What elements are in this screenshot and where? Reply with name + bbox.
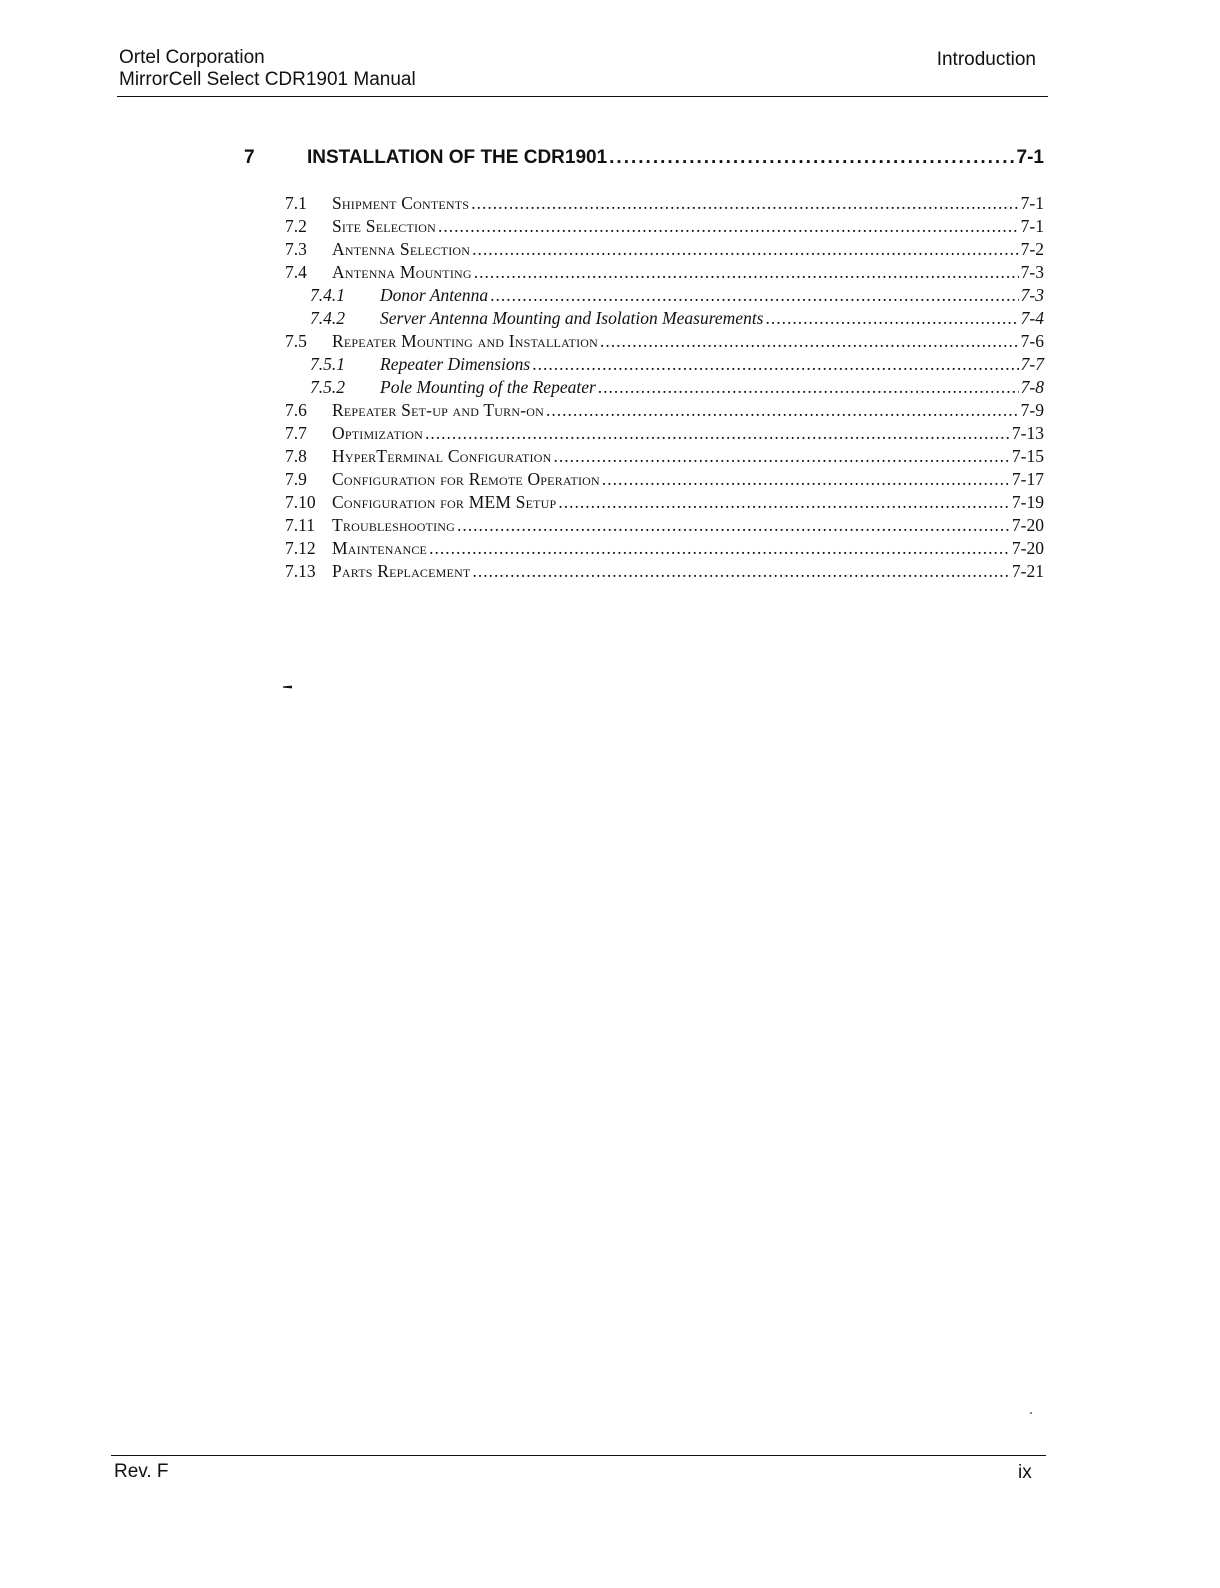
footer-rule [111, 1455, 1046, 1456]
dot-leader [472, 560, 1009, 583]
toc-entry[interactable] [285, 514, 1044, 537]
toc-entry-title: Antenna Mounting [332, 262, 472, 282]
chapter-heading[interactable] [244, 147, 1044, 171]
toc-entry[interactable] [285, 560, 1044, 583]
toc-entry-number: 7.7 [285, 423, 307, 443]
toc-entry[interactable] [285, 399, 1044, 422]
toc-entry-page: 7-20 [1011, 538, 1044, 558]
toc-entry[interactable] [285, 376, 1044, 399]
toc-entry-number: 7.5 [285, 331, 307, 351]
chapter-title: INSTALLATION OF THE CDR1901 [307, 147, 608, 168]
toc-entry-title: HyperTerminal Configuration [332, 446, 552, 466]
toc-entry-number: 7.11 [285, 515, 315, 535]
toc-entry-title: Site Selection [332, 216, 436, 236]
toc-entry-title: Shipment Contents [332, 193, 470, 213]
dot-leader [425, 422, 1010, 445]
toc-entry-page: 7-3 [1020, 285, 1044, 305]
dot-leader [457, 514, 1010, 537]
dot-leader [546, 399, 1019, 422]
toc-entry-page: 7-17 [1011, 469, 1044, 489]
section-name: Introduction [936, 49, 1036, 70]
toc-entry-page: 7-20 [1011, 515, 1044, 535]
toc-entry[interactable] [285, 284, 1044, 307]
toc-entry-number: 7.4 [285, 262, 307, 282]
toc-entry-number: 7.10 [285, 492, 316, 512]
toc-entry-title: Parts Replacement [332, 561, 471, 581]
toc-entry-page: 7-9 [1020, 400, 1044, 420]
toc-entry-page: 7-15 [1011, 446, 1044, 466]
toc-entry-number: 7.1 [285, 193, 307, 213]
dot-leader [602, 468, 1010, 491]
dot-leader [600, 330, 1019, 353]
toc-entry-page: 7-1 [1020, 193, 1044, 213]
toc-entry-title: Repeater Mounting and Installation [332, 331, 599, 351]
dot-leader [472, 238, 1019, 261]
dot-leader [553, 445, 1009, 468]
dot-leader [766, 307, 1019, 330]
dot-leader [532, 353, 1018, 376]
toc-entry-title: Configuration for Remote Operation [332, 469, 600, 489]
toc-entry-page: 7-4 [1020, 308, 1044, 328]
toc-entry-page: 7-3 [1020, 262, 1044, 282]
chapter-page: 7-1 [1016, 147, 1044, 168]
toc-entry-page: 7-8 [1020, 377, 1044, 397]
dot-leader [474, 261, 1019, 284]
running-header-left [119, 47, 416, 91]
toc-entry-number: 7.4.1 [310, 285, 345, 305]
toc-entry-number: 7.3 [285, 239, 307, 259]
toc-entry-page: 7-19 [1011, 492, 1044, 512]
toc-entry-number: 7.4.2 [310, 308, 345, 328]
page-number: ix [1018, 1462, 1032, 1483]
toc-entry-number: 7.9 [285, 469, 307, 489]
toc-entry-title: Server Antenna Mounting and Isolation Measurements [380, 308, 764, 328]
toc-entry-title: Troubleshooting [332, 515, 456, 535]
toc-entry-number: 7.6 [285, 400, 307, 420]
toc-entry-title: Repeater Dimensions [380, 354, 531, 374]
toc-entry[interactable] [285, 330, 1044, 353]
toc-list [285, 192, 1044, 583]
dot-leader [609, 147, 1014, 169]
dot-leader [438, 215, 1019, 238]
toc-entry-title: Donor Antenna [380, 285, 489, 305]
dot-leader [471, 192, 1018, 215]
header-rule [117, 96, 1048, 97]
toc-entry[interactable] [285, 238, 1044, 261]
toc-entry[interactable] [285, 491, 1044, 514]
toc-entry-page: 7-2 [1020, 239, 1044, 259]
toc-entry[interactable] [285, 192, 1044, 215]
toc-entry[interactable] [285, 261, 1044, 284]
toc-entry-page: 7-7 [1020, 354, 1044, 374]
company-name: Ortel Corporation [119, 47, 265, 68]
toc-entry-number: 7.13 [285, 561, 316, 581]
toc-entry[interactable] [285, 468, 1044, 491]
toc-entry-title: Antenna Selection [332, 239, 471, 259]
chapter-number: 7 [244, 147, 255, 168]
toc-entry-number: 7.2 [285, 216, 307, 236]
toc-entry-title: Optimization [332, 423, 424, 443]
dot-leader [490, 284, 1019, 307]
toc-entry-page: 7-21 [1011, 561, 1044, 581]
toc-entry-number: 7.12 [285, 538, 316, 558]
revision-label: Rev. F [114, 1461, 169, 1482]
toc-entry-title: Pole Mounting of the Repeater [380, 377, 596, 397]
toc-entry-page: 7-6 [1020, 331, 1044, 351]
toc-entry-title: Maintenance [332, 538, 428, 558]
toc-entry-page: 7-13 [1011, 423, 1044, 443]
stray-mark [283, 685, 292, 689]
toc-entry[interactable] [285, 537, 1044, 560]
toc-entry[interactable] [285, 422, 1044, 445]
scan-speck [1030, 1412, 1032, 1414]
dot-leader [558, 491, 1010, 514]
toc-entry[interactable] [285, 215, 1044, 238]
toc-entry-title: Configuration for MEM Setup [332, 492, 557, 512]
dot-leader [598, 376, 1019, 399]
toc-entry-number: 7.5.2 [310, 377, 345, 397]
toc-entry-number: 7.8 [285, 446, 307, 466]
toc-entry[interactable] [285, 353, 1044, 376]
toc-entry-number: 7.5.1 [310, 354, 345, 374]
toc-entry[interactable] [285, 307, 1044, 330]
manual-title: MirrorCell Select CDR1901 Manual [119, 69, 416, 90]
toc-entry-title: Repeater Set-up and Turn-on [332, 400, 544, 420]
toc-entry[interactable] [285, 445, 1044, 468]
toc-entry-page: 7-1 [1020, 216, 1044, 236]
dot-leader [429, 537, 1010, 560]
